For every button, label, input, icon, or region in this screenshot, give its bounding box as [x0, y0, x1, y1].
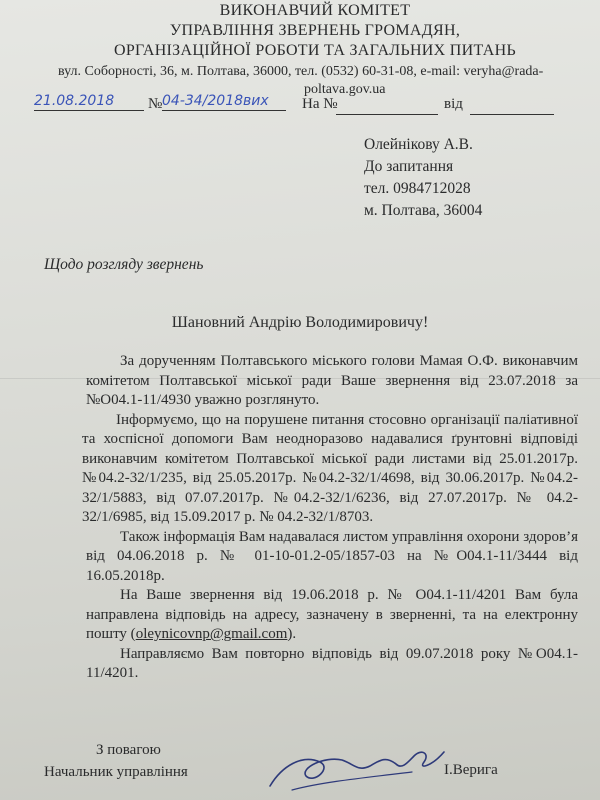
paragraph-4 — [86, 586, 578, 645]
incoming-date-field — [470, 96, 554, 115]
paragraph-4-end: ). — [287, 626, 297, 642]
signature-position: Начальник управління — [44, 764, 188, 780]
org-address-line1: вул. Соборності, 36, м. Полтава, 36000, тел. (0532) 60-31-08, e-mail: veryha@rada- — [58, 64, 544, 79]
letter-subject: Щодо розгляду звернень — [44, 256, 204, 273]
org-address-line2: poltava.gov.ua — [304, 82, 386, 97]
org-name-line1: ВИКОНАВЧИЙ КОМІТЕТ — [219, 2, 411, 19]
number-label: № — [148, 96, 163, 112]
signature-closing: З повагою — [96, 742, 161, 758]
paragraph-5: Направляємо Вам повторно відповідь від 09.07.2018 року №О04.1-11/4201. — [86, 645, 578, 681]
recipient-line2: До запитання — [364, 158, 454, 175]
incoming-number-field — [336, 96, 438, 115]
recipient-name: Олейнікову А.В. — [364, 136, 473, 153]
incoming-date-label: від — [444, 96, 463, 112]
org-name-line3: ОРГАНІЗАЦІЙНОЇ РОБОТИ ТА ЗАГАЛЬНИХ ПИТАНЬ — [113, 42, 516, 59]
email-link[interactable]: oleynicovnp@gmail.com — [135, 626, 288, 642]
handwritten-signature-icon — [262, 726, 452, 796]
org-name-line2: УПРАВЛІННЯ ЗВЕРНЕНЬ ГРОМАДЯН, — [169, 22, 461, 39]
paragraph-4-text: На Ваше звернення від 19.06.2018 р. № О04.1-11/4201 Вам була направлена відповідь на адресу, зазначену в зверненні, та на електронну пошту ( — [86, 587, 578, 642]
handwritten-number: 04-34/2018вих — [162, 93, 269, 109]
handwritten-date: 21.08.2018 — [34, 93, 115, 109]
incoming-number-label: На № — [302, 96, 338, 112]
number-field — [162, 92, 286, 111]
date-field — [34, 92, 144, 111]
recipient-city: м. Полтава, 36004 — [364, 202, 483, 219]
letter-greeting: Шановний Андрію Володимировичу! — [171, 314, 429, 331]
paragraph-3: Також інформація Вам надавалася листом управління охорони здоров’я від 04.06.2018 р. № 01-10-01.2-05/1857-03 на №О04.1-11/3444 від 16.05.2018р. — [86, 528, 578, 584]
paragraph-1: За дорученням Полтавського міського голови Мамая О.Ф. виконавчим комітетом Полтавської міської ради Ваше звернення від 23.07.2018 за №О04.1-11/4930 уважно розглянуто. — [86, 353, 578, 408]
paragraph-2: Інформуємо, що на порушене питання стосовно організації паліативної та хоспісної допомоги Вам неодноразово надавалися ґрунтовні відповіді виконавчим комітетом Полтавської міської ради листами від 25.01.2017р. №04.2-32/1/235, від 25.05.2017р. №04.2-32/1/4698, від 30.06.2017р. №04.2-32/1/5883, від 07.07.2017р. №04.2-32/1/6236, від 27.07.2017р. № 04.2-32/1/6985, від 15.09.2017 р. № 04.2-32/1/8703. — [82, 411, 578, 525]
letter-body — [82, 352, 578, 684]
recipient-phone: тел. 0984712028 — [364, 180, 471, 197]
signature-name: І.Верига — [444, 762, 498, 778]
